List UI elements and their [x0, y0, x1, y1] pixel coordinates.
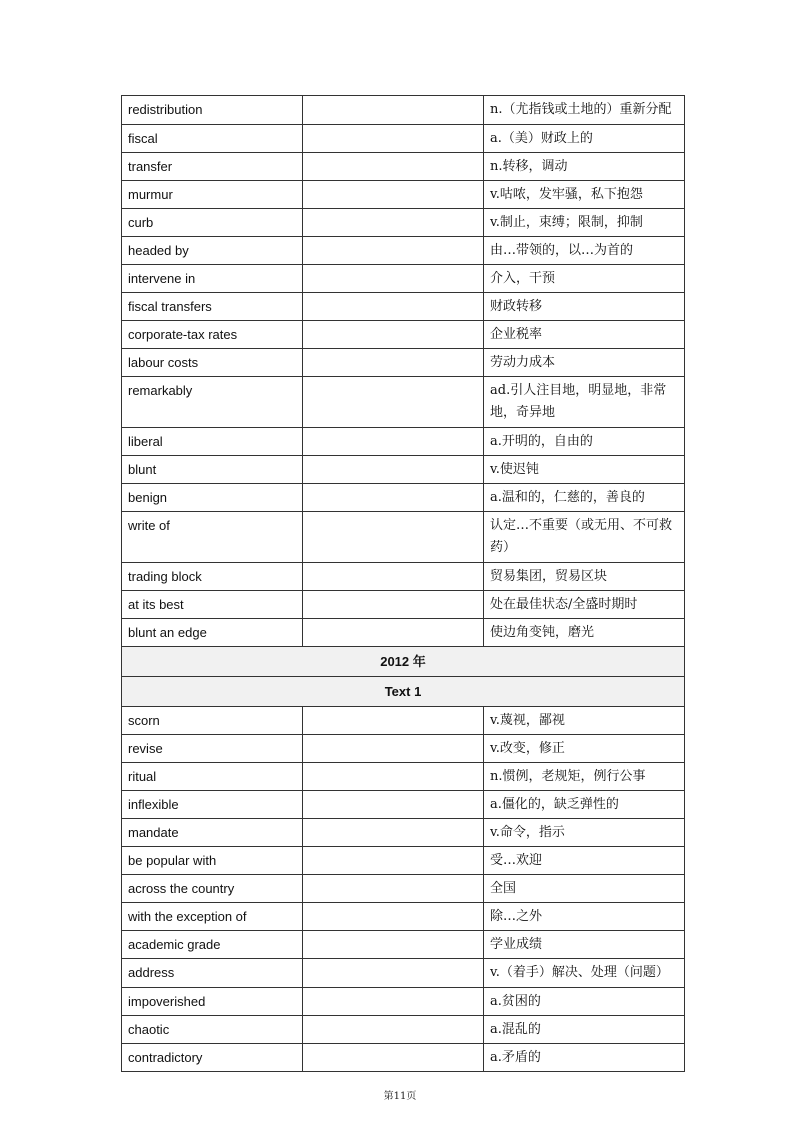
meaning-cell: a.矛盾的: [484, 1044, 685, 1072]
term-cell: blunt an edge: [122, 619, 303, 647]
meaning-cell: 使边角变钝，磨光: [484, 619, 685, 647]
meaning-cell: v.命令，指示: [484, 819, 685, 847]
blank-cell: [303, 591, 484, 619]
term-cell: remarkably: [122, 377, 303, 428]
blank-cell: [303, 512, 484, 563]
blank-cell: [303, 847, 484, 875]
table-row: [122, 819, 685, 847]
blank-cell: [303, 563, 484, 591]
table-row: [122, 619, 685, 647]
meaning-cell: 处在最佳状态/全盛时期时: [484, 591, 685, 619]
table-row: [122, 707, 685, 735]
term-cell: fiscal transfers: [122, 293, 303, 321]
meaning-cell: n.惯例，老规矩，例行公事: [484, 763, 685, 791]
meaning-cell: 学业成绩: [484, 931, 685, 959]
table-row: [122, 153, 685, 181]
meaning-cell: a.开明的，自由的: [484, 428, 685, 456]
blank-cell: [303, 707, 484, 735]
table-row: [122, 735, 685, 763]
meaning-cell: v.使迟钝: [484, 456, 685, 484]
meaning-cell: 受…欢迎: [484, 847, 685, 875]
meaning-cell: 企业税率: [484, 321, 685, 349]
table-row: [122, 875, 685, 903]
blank-cell: [303, 959, 484, 988]
meaning-cell: a.温和的，仁慈的，善良的: [484, 484, 685, 512]
meaning-cell: 财政转移: [484, 293, 685, 321]
blank-cell: [303, 988, 484, 1016]
table-row: [122, 791, 685, 819]
meaning-cell: 贸易集团，贸易区块: [484, 563, 685, 591]
term-cell: redistribution: [122, 96, 303, 125]
blank-cell: [303, 903, 484, 931]
table-row: [122, 512, 685, 563]
table-row: [122, 931, 685, 959]
table-row: [122, 377, 685, 428]
table-row: [122, 293, 685, 321]
blank-cell: [303, 819, 484, 847]
term-cell: corporate-tax rates: [122, 321, 303, 349]
meaning-cell: v.改变，修正: [484, 735, 685, 763]
section-text: Text 1: [122, 677, 685, 707]
term-cell: curb: [122, 209, 303, 237]
term-cell: chaotic: [122, 1016, 303, 1044]
term-cell: address: [122, 959, 303, 988]
blank-cell: [303, 349, 484, 377]
term-cell: ritual: [122, 763, 303, 791]
table-row: [122, 428, 685, 456]
term-cell: mandate: [122, 819, 303, 847]
table-row: [122, 456, 685, 484]
table-row: [122, 209, 685, 237]
meaning-cell: ad.引人注目地，明显地，非常地，奇异地: [484, 377, 685, 428]
table-row: [122, 1044, 685, 1072]
blank-cell: [303, 619, 484, 647]
table-row: [122, 181, 685, 209]
meaning-cell: a.贫困的: [484, 988, 685, 1016]
term-cell: labour costs: [122, 349, 303, 377]
table-row: [122, 484, 685, 512]
table-row: [122, 265, 685, 293]
section-year: 2012 年: [122, 647, 685, 677]
term-cell: liberal: [122, 428, 303, 456]
blank-cell: [303, 153, 484, 181]
blank-cell: [303, 791, 484, 819]
term-cell: contradictory: [122, 1044, 303, 1072]
meaning-cell: 除…之外: [484, 903, 685, 931]
term-cell: impoverished: [122, 988, 303, 1016]
page-number: 第11页: [383, 1091, 417, 1102]
blank-cell: [303, 293, 484, 321]
vocabulary-rows-top: [122, 96, 685, 647]
term-cell: scorn: [122, 707, 303, 735]
term-cell: write of: [122, 512, 303, 563]
blank-cell: [303, 1044, 484, 1072]
table-row: [122, 237, 685, 265]
meaning-cell: n.转移，调动: [484, 153, 685, 181]
meaning-cell: n.（尤指钱或土地的）重新分配: [484, 96, 685, 125]
vocabulary-table: [121, 95, 685, 1072]
term-cell: with the exception of: [122, 903, 303, 931]
term-cell: academic grade: [122, 931, 303, 959]
blank-cell: [303, 735, 484, 763]
section-headers: [122, 647, 685, 707]
meaning-cell: 由…带领的，以…为首的: [484, 237, 685, 265]
table-row: [122, 563, 685, 591]
vocabulary-rows-bottom: [122, 707, 685, 1072]
meaning-cell: a.僵化的，缺乏弹性的: [484, 791, 685, 819]
meaning-cell: a.（美）财政上的: [484, 125, 685, 153]
table-row: [122, 903, 685, 931]
meaning-cell: 介入，干预: [484, 265, 685, 293]
meaning-cell: 认定…不重要（或无用、不可救药）: [484, 512, 685, 563]
table-row: [122, 763, 685, 791]
meaning-cell: v.蔑视，鄙视: [484, 707, 685, 735]
term-cell: transfer: [122, 153, 303, 181]
blank-cell: [303, 428, 484, 456]
table-row: [122, 959, 685, 988]
table-row: [122, 321, 685, 349]
term-cell: at its best: [122, 591, 303, 619]
blank-cell: [303, 237, 484, 265]
section-text-row: [122, 677, 685, 707]
table-row: [122, 591, 685, 619]
blank-cell: [303, 321, 484, 349]
term-cell: revise: [122, 735, 303, 763]
section-year-row: [122, 647, 685, 677]
term-cell: across the country: [122, 875, 303, 903]
meaning-cell: 全国: [484, 875, 685, 903]
term-cell: be popular with: [122, 847, 303, 875]
blank-cell: [303, 209, 484, 237]
table-row: [122, 988, 685, 1016]
table-row: [122, 1016, 685, 1044]
blank-cell: [303, 265, 484, 293]
blank-cell: [303, 1016, 484, 1044]
meaning-cell: 劳动力成本: [484, 349, 685, 377]
blank-cell: [303, 377, 484, 428]
blank-cell: [303, 181, 484, 209]
term-cell: trading block: [122, 563, 303, 591]
meaning-cell: v.（着手）解决、处理（问题）: [484, 959, 685, 988]
blank-cell: [303, 456, 484, 484]
blank-cell: [303, 96, 484, 125]
blank-cell: [303, 763, 484, 791]
meaning-cell: v.制止，束缚；限制，抑制: [484, 209, 685, 237]
blank-cell: [303, 875, 484, 903]
term-cell: inflexible: [122, 791, 303, 819]
term-cell: intervene in: [122, 265, 303, 293]
meaning-cell: v.咕哝，发牢骚，私下抱怨: [484, 181, 685, 209]
meaning-cell: a.混乱的: [484, 1016, 685, 1044]
term-cell: benign: [122, 484, 303, 512]
table-row: [122, 349, 685, 377]
table-row: [122, 96, 685, 125]
term-cell: fiscal: [122, 125, 303, 153]
term-cell: murmur: [122, 181, 303, 209]
table-row: [122, 125, 685, 153]
table-row: [122, 847, 685, 875]
blank-cell: [303, 125, 484, 153]
blank-cell: [303, 931, 484, 959]
blank-cell: [303, 484, 484, 512]
term-cell: blunt: [122, 456, 303, 484]
term-cell: headed by: [122, 237, 303, 265]
